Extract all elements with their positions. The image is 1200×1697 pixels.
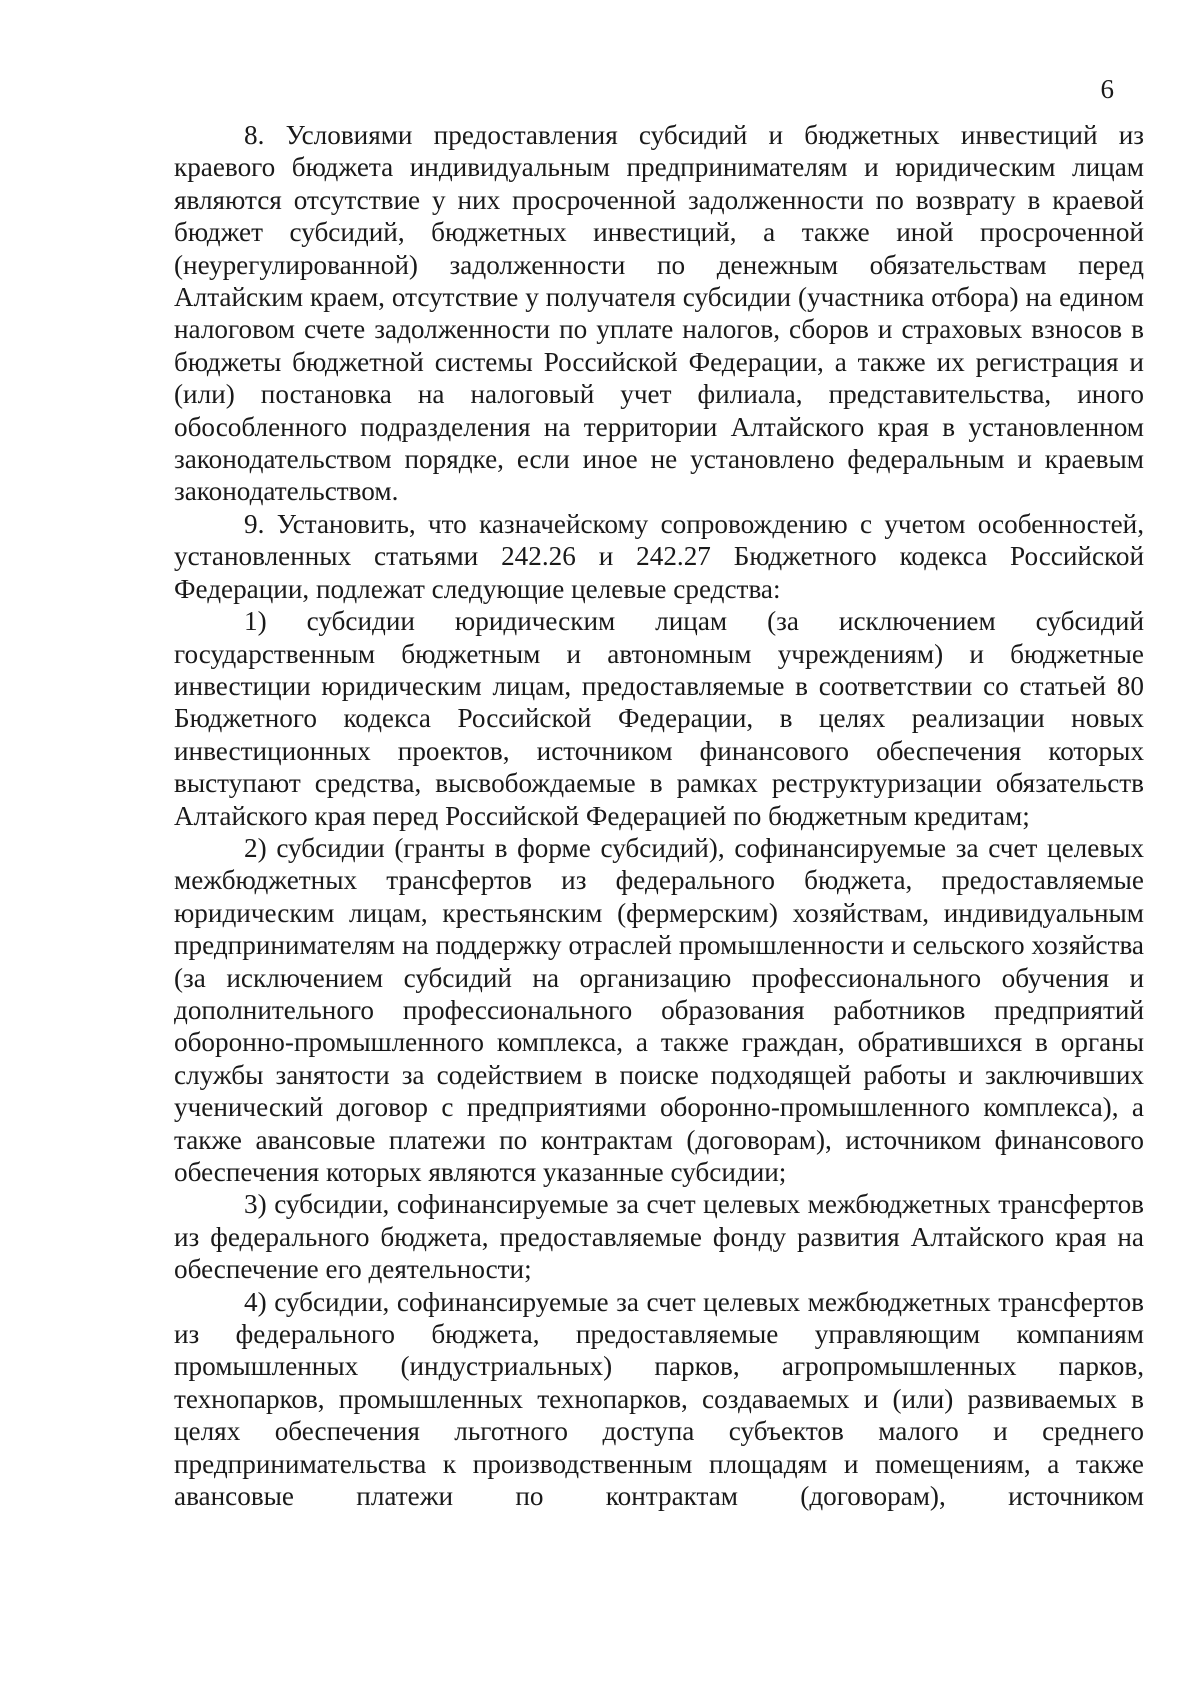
list-item-2-industry-agriculture-subsidies: 2) субсидии (гранты в форме субсидий), софинансируемые за счет целевых межбюджетных трансфертов из федерального бюджета, предоставляемые юридическим лицам, крестьянским (фермерским) хозяйствам, индивидуальным предпринимателям на поддержку отраслей промышленности и сельского хозяйства (за исключением субсидий на организацию профессионального обучения и дополнительного профессионального образования работников предприятий оборонно-промышленного комплекса, а также граждан, обратившихся в органы службы занятости за содействием в поиске подходящей работы и заключивших ученический договор с предприятиями оборонно-промышленного комплекса), а также авансовые платежи по контрактам (договорам), источником финансового обеспечения которых являются указанные субсидии; bbox=[174, 832, 1144, 1187]
paragraph-8-subsidy-conditions: 8. Условиями предоставления субсидий и бюджетных инвестиций из краевого бюджета индивидуальным предпринимателям и юридическим лицам являются отсутствие у них просроченной задолженности по возврату в краевой бюджет субсидий, бюджетных инвестиций, а также иной просроченной (неурегулированной) задолженности по денежным обязательствам перед Алтайским краем, отсутствие у получателя субсидии (участника отбора) на едином налоговом счете задолженности по уплате налогов, сборов и страховых взносов в бюджеты бюджетной системы Российской Федерации, а также их регистрация и (или) постановка на налоговый учет филиала, представительства, иного обособленного подразделения на территории Алтайского края в установленном законодательством порядке, если иное не установлено федеральным и краевым законодательством. bbox=[174, 120, 1144, 507]
list-item-1-investment-subsidies: 1) субсидии юридическим лицам (за исключением субсидий государственным бюджетным и автономным учреждениям) и бюджетные инвестиции юридическим лицам, предоставляемые в соответствии со статьей 80 Бюджетного кодекса Российской Федерации, в целях реализации новых инвестиционных проектов, источником финансового обеспечения которых выступают средства, высвобождаемые в рамках реструктуризации обязательств Алтайского края перед Российской Федерацией по бюджетным кредитам; bbox=[174, 606, 1144, 831]
document-body bbox=[174, 119, 1144, 1512]
list-item-4-industrial-parks-subsidies: 4) субсидии, софинансируемые за счет целевых межбюджетных трансфертов из федерального бюджета, предоставляемые управляющим компаниям промышленных (индустриальных) парков, агропромышленных парков, технопарков, промышленных технопарков, создаваемых и (или) развиваемых в целях обеспечения льготного доступа субъектов малого и среднего предпринимательства к производственным площадям и помещениям, а также авансовые платежи по контрактам (договорам), источником bbox=[174, 1286, 1144, 1512]
page-number: 6 bbox=[1100, 74, 1114, 104]
list-item-3-development-fund-subsidies: 3) субсидии, софинансируемые за счет целевых межбюджетных трансфертов из федерального бюджета, предоставляемые фонду развития Алтайского края на обеспечение его деятельности; bbox=[174, 1189, 1144, 1285]
paragraph-9-treasury-support: 9. Установить, что казначейскому сопровождению с учетом особенностей, установленных статьями 242.26 и 242.27 Бюджетного кодекса Российской Федерации, подлежат следующие целевые средства: bbox=[174, 508, 1144, 604]
